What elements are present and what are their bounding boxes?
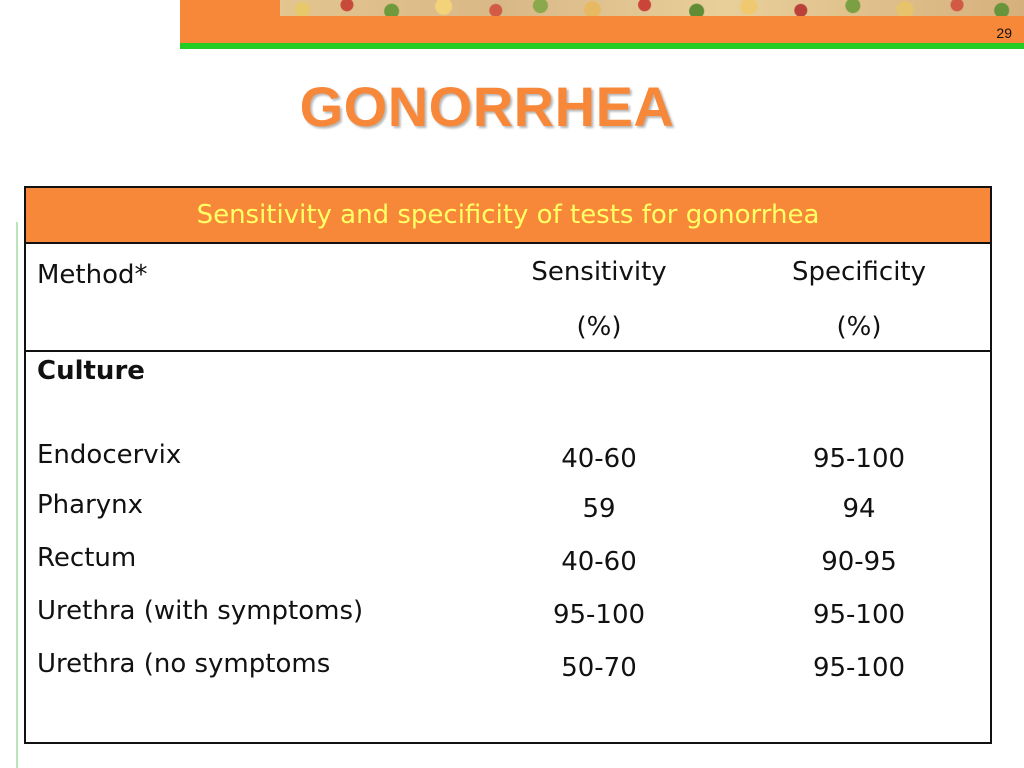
slide-number: 29 [996,25,1012,41]
header-sensitivity-unit: (%) [576,312,622,342]
header-sensitivity [489,245,709,355]
cell-method: Endocervix [37,440,182,470]
data-table [24,186,992,744]
table-row [26,543,990,593]
header-specificity-label: Specificity [792,257,926,287]
banner-photo-strip [280,0,1024,16]
cell-method: Rectum [37,543,137,573]
table-row [26,490,990,540]
cell-sensitivity: 50-70 [561,653,637,683]
cell-sensitivity: 59 [582,494,616,524]
header-specificity [749,245,969,355]
cell-specificity: 94 [842,494,876,524]
table-caption: Sensitivity and specificity of tests for gonorrhea [26,188,990,244]
cell-method: Urethra (no symptoms [37,649,331,679]
banner-green-stripe [180,43,1024,49]
cell-method: Pharynx [37,490,144,520]
table-header [26,244,990,352]
left-accent-line [16,222,18,768]
table-row [26,440,990,490]
cell-sensitivity: 95-100 [552,600,646,630]
cell-specificity: 95-100 [812,653,906,683]
table-row [26,649,990,699]
cell-sensitivity: 40-60 [561,547,637,577]
top-banner [180,0,1024,44]
cell-sensitivity: 40-60 [561,444,637,474]
table-row [26,596,990,646]
slide-title: GONORRHEA [299,75,675,138]
cell-specificity: 95-100 [812,444,906,474]
section-heading: Culture [37,356,145,386]
cell-specificity: 90-95 [821,547,897,577]
cell-specificity: 95-100 [812,600,906,630]
header-specificity-unit: (%) [836,312,882,342]
header-sensitivity-label: Sensitivity [531,257,667,287]
header-method: Method* [37,260,148,290]
cell-method: Urethra (with symptoms) [37,596,364,626]
